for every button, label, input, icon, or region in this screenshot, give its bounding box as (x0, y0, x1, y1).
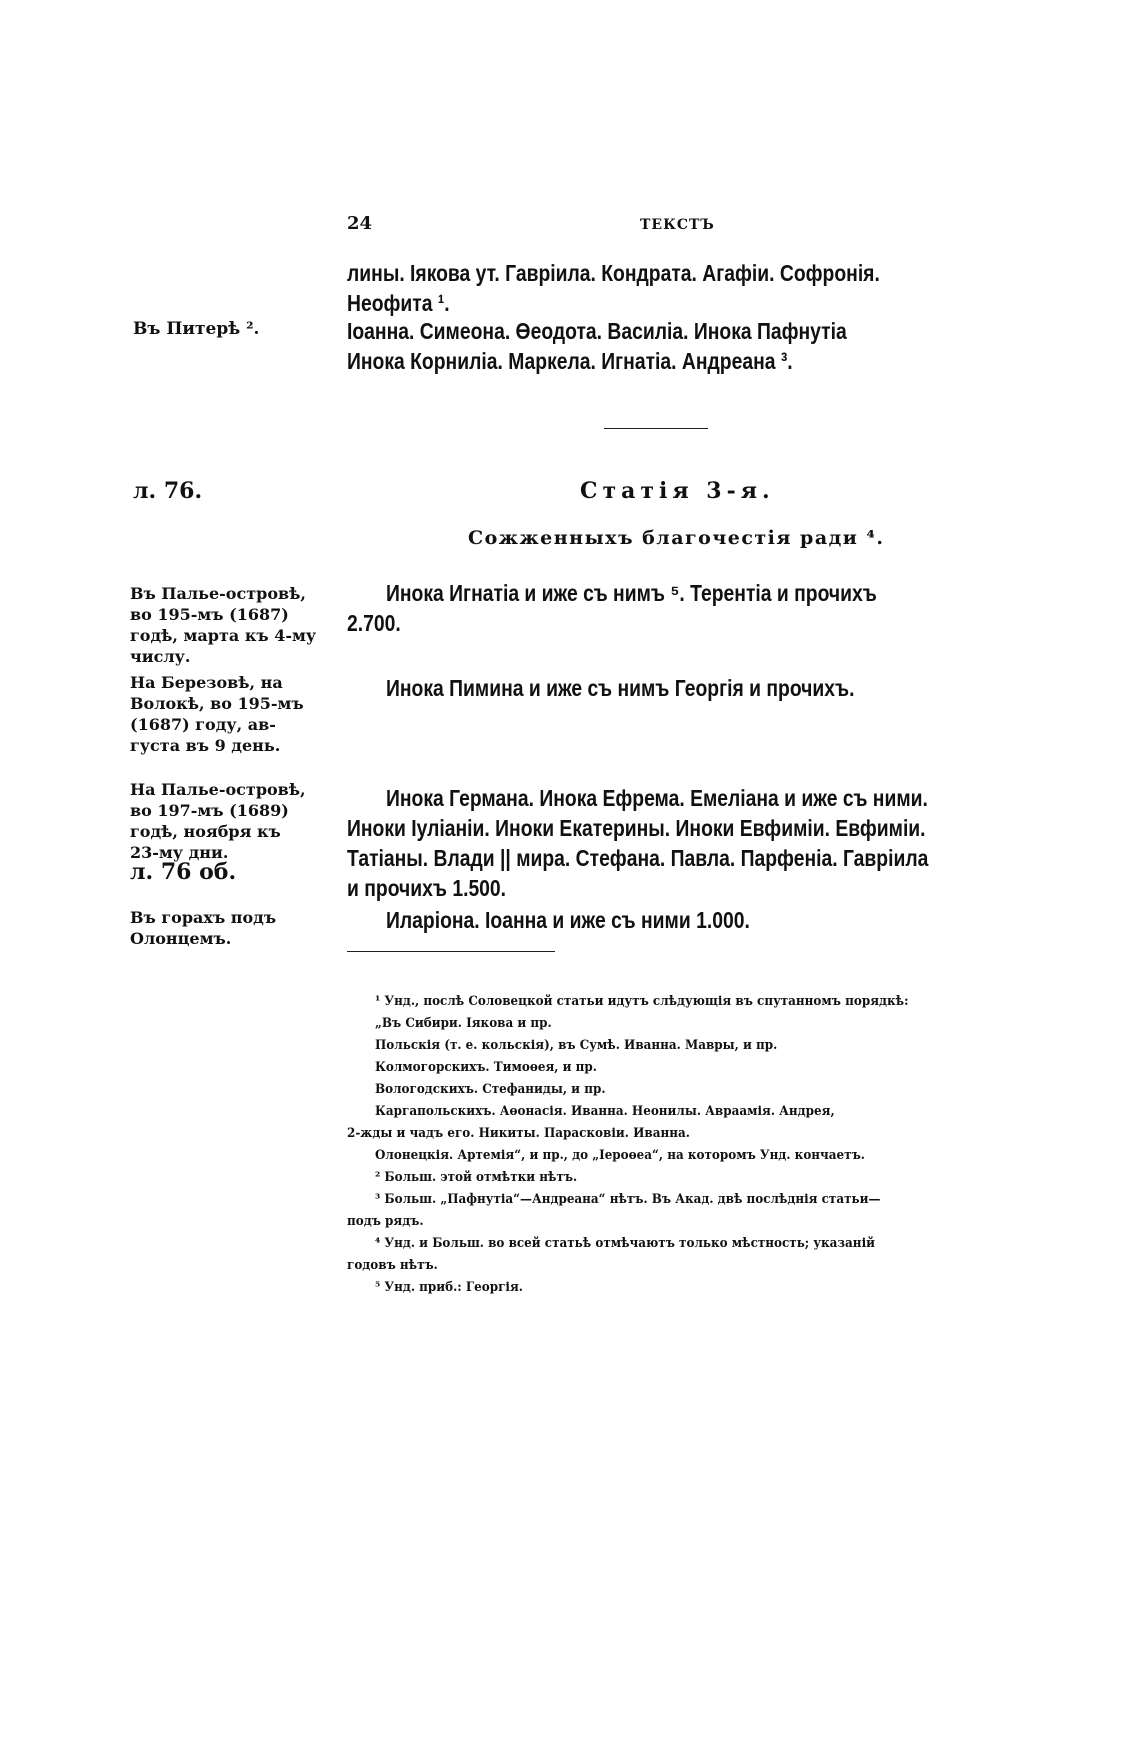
margin-note-line: годѣ, ноября къ (130, 822, 281, 841)
footnote-line: ³ Больш. „Пафнутіа“—Андреана“ нѣтъ. Въ Акад. двѣ послѣднія статьи— (375, 1192, 881, 1207)
text-line: Іоанна. Симеона. Өеодота. Василіа. Инока Пафнутіа (347, 318, 847, 344)
section-divider (604, 428, 708, 429)
footnote-line: 2-жды и чадъ его. Никиты. Парасковіи. Иванна. (347, 1126, 690, 1141)
folio-marker: л. 76. (133, 478, 203, 504)
entry-text-line: Инока Игнатіа и иже съ нимъ ⁵. Терентіа и прочихъ (386, 580, 877, 606)
footnote-line: „Въ Сибири. Іякова и пр. (375, 1016, 552, 1031)
running-title: ТЕКСТЪ (640, 217, 715, 233)
entry-text-line: и прочихъ 1.500. (347, 875, 507, 901)
entry-text-line: 2.700. (347, 610, 401, 636)
entry-text-line: Инока Германа. Инока Ефрема. Емеліана и иже съ ними. (386, 785, 928, 811)
page-number: 24 (347, 213, 373, 234)
margin-note-line: (1687) году, ав- (130, 715, 276, 734)
text-line: лины. Іякова ут. Гавріила. Кондрата. Агафіи. Софронія. (347, 260, 880, 286)
footnote-line: ⁴ Унд. и Больш. во всей статьѣ отмѣчаютъ только мѣстность; указаній (375, 1236, 875, 1251)
margin-note-line: густа въ 9 день. (130, 736, 281, 755)
margin-note-line: 23-му дни. (130, 843, 229, 862)
entry-text-line: Татіаны. Влади || мира. Стефана. Павла. Парфеніа. Гавріила (347, 845, 929, 871)
footnote-line: Каргапольскихъ. Аөонасія. Иванна. Неонилы. Авраамія. Андрея, (375, 1104, 835, 1119)
footnote-line: годовъ нѣтъ. (347, 1258, 438, 1273)
entry-text-line: Иларіона. Іоанна и иже съ ними 1.000. (386, 907, 750, 933)
margin-note-line: На Палье-островѣ, (130, 780, 306, 799)
text-line: Инока Корниліа. Маркела. Игнатіа. Андреана ³. (347, 348, 793, 374)
footnote-line: Колмогорскихъ. Тимоөея, и пр. (375, 1060, 597, 1075)
entry-text-line: Инока Пимина и иже съ нимъ Георгія и прочихъ. (386, 675, 855, 701)
margin-note-line: во 197-мъ (1689) (130, 801, 289, 820)
footnote-line: Олонецкія. Артемія“, и пр., до „Іероөеа“, на которомъ Унд. кончаетъ. (375, 1148, 865, 1163)
text-line: Неофита ¹. (347, 290, 450, 316)
margin-note-line: числу. (130, 647, 191, 666)
footnote-line: ¹ Унд., послѣ Соловецкой статьи идутъ слѣдующія въ спутанномъ порядкѣ: (375, 994, 909, 1009)
footnote-line: подъ рядъ. (347, 1214, 424, 1229)
entry-text-line: Иноки Іуліаніи. Иноки Екатерины. Иноки Евфиміи. Евфиміи. (347, 815, 926, 841)
margin-note-line: На Березовѣ, на (130, 673, 283, 692)
footnote-line: Польскія (т. е. кольскія), въ Сумѣ. Иванна. Мавры, и пр. (375, 1038, 778, 1053)
footnote-line: ⁵ Унд. приб.: Георгія. (375, 1280, 523, 1295)
margin-note-line: Волокѣ, во 195-мъ (130, 694, 304, 713)
folio-marker-2: л. 76 об. (130, 859, 237, 885)
section-title: Статія 3-я. (580, 478, 775, 504)
section-subtitle: Сожженныхъ благочестія ради ⁴. (468, 527, 885, 549)
margin-note-line: Въ горахъ подъ (130, 908, 277, 927)
margin-note-line: годѣ, марта къ 4-му (130, 626, 317, 645)
margin-note-line: Олонцемъ. (130, 929, 232, 948)
footnote-line: Вологодскихъ. Стефаниды, и пр. (375, 1082, 606, 1097)
footnote-line: ² Больш. этой отмѣтки нѣтъ. (375, 1170, 578, 1185)
margin-note-line: во 195-мъ (1687) (130, 605, 289, 624)
margin-note-piter: Въ Питерѣ ². (133, 319, 260, 339)
footnote-divider (347, 951, 555, 952)
margin-note-line: Въ Палье-островѣ, (130, 584, 306, 603)
